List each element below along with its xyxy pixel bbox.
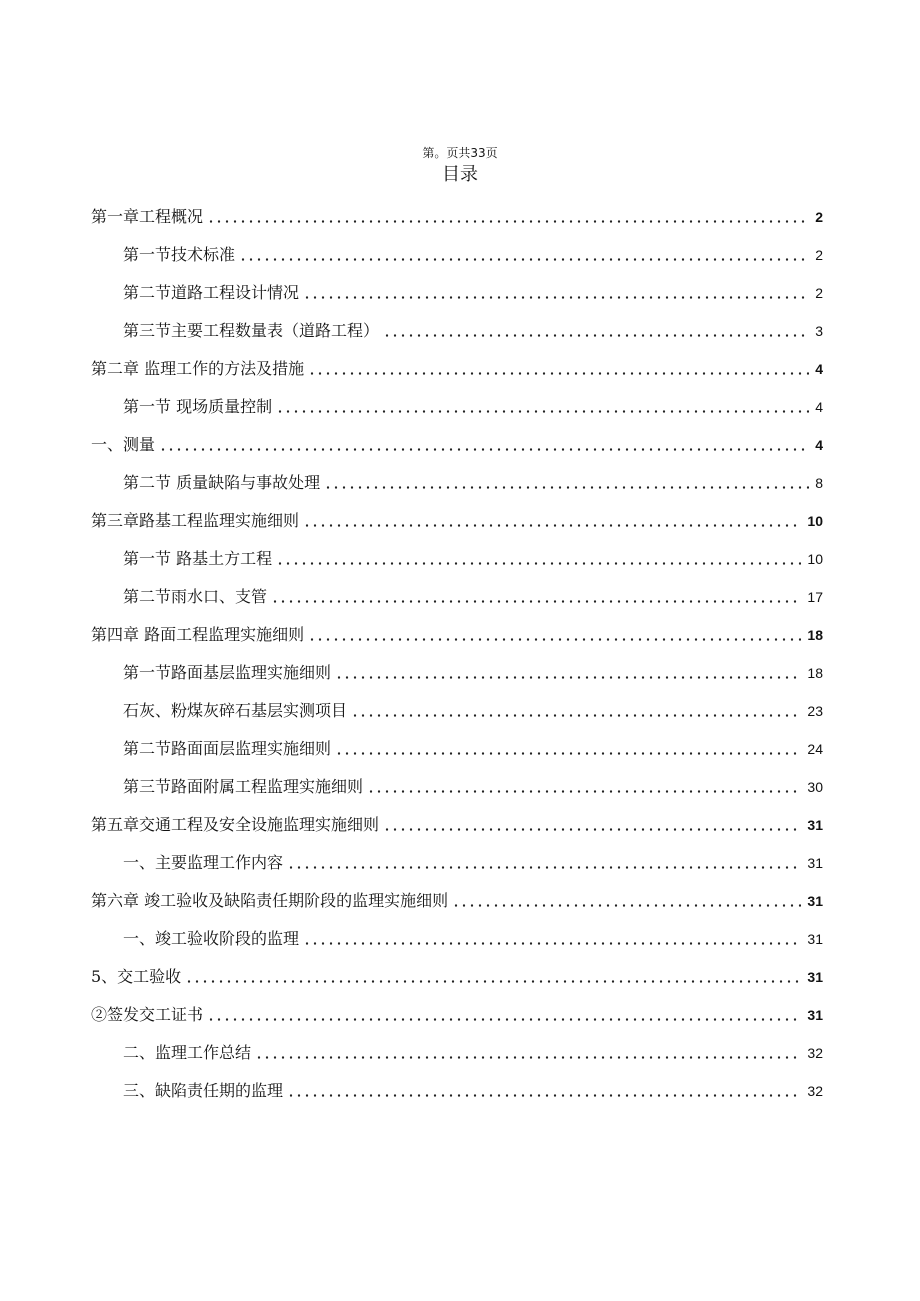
toc-entry-page-number: 17 xyxy=(807,589,823,605)
toc-leader-dots xyxy=(308,638,801,641)
toc-entry[interactable] xyxy=(0,1072,920,1110)
toc-leader-dots xyxy=(287,1094,801,1097)
toc-entry-page-number: 31 xyxy=(807,931,823,947)
toc-leader-dots xyxy=(207,1018,801,1021)
toc-entry-page-number: 3 xyxy=(815,323,823,339)
toc-leader-dots xyxy=(351,714,801,717)
table-of-contents xyxy=(0,198,920,1110)
toc-entry-title: 第二节 质量缺陷与事故处理 xyxy=(123,473,321,492)
toc-entry[interactable] xyxy=(0,768,920,806)
toc-entry[interactable] xyxy=(0,692,920,730)
toc-entry-page-number: 31 xyxy=(807,855,823,871)
toc-entry[interactable] xyxy=(0,502,920,540)
toc-entry-page-number: 32 xyxy=(807,1083,823,1099)
toc-entry-title: 一、竣工验收阶段的监理 xyxy=(123,929,300,948)
toc-entry-page-number: 2 xyxy=(815,285,823,301)
toc-entry[interactable] xyxy=(0,882,920,920)
toc-leader-dots xyxy=(159,448,809,451)
toc-entry-page-number: 18 xyxy=(807,665,823,681)
toc-leader-dots xyxy=(324,486,809,489)
toc-entry[interactable] xyxy=(0,198,920,236)
toc-entry[interactable] xyxy=(0,958,920,996)
toc-entry[interactable] xyxy=(0,844,920,882)
toc-entry[interactable] xyxy=(0,806,920,844)
toc-entry[interactable] xyxy=(0,388,920,426)
toc-entry-page-number: 31 xyxy=(807,817,823,833)
toc-entry[interactable] xyxy=(0,540,920,578)
toc-leader-dots xyxy=(383,334,809,337)
toc-entry-page-number: 31 xyxy=(807,893,823,909)
toc-leader-dots xyxy=(335,676,801,679)
toc-entry-page-number: 32 xyxy=(807,1045,823,1061)
toc-entry-title: 第三节路面附属工程监理实施细则 xyxy=(123,777,364,796)
toc-entry-title: 第五章交通工程及安全设施监理实施细则 xyxy=(91,815,380,834)
toc-entry-page-number: 30 xyxy=(807,779,823,795)
toc-leader-dots xyxy=(303,296,809,299)
toc-entry[interactable] xyxy=(0,1034,920,1072)
toc-entry-page-number: 8 xyxy=(815,475,823,491)
toc-entry-title: 一、主要监理工作内容 xyxy=(123,853,284,872)
toc-entry-page-number: 4 xyxy=(815,437,823,453)
toc-leader-dots xyxy=(239,258,809,261)
toc-leader-dots xyxy=(335,752,801,755)
toc-entry-title: 第一节 路基土方工程 xyxy=(123,549,273,568)
toc-entry-title: ②签发交工证书 xyxy=(91,1005,204,1024)
toc-entry-title: 第一节技术标准 xyxy=(123,245,236,264)
toc-leader-dots xyxy=(452,904,801,907)
toc-entry-title: 三、缺陷责任期的监理 xyxy=(123,1081,284,1100)
toc-entry-title: 第四章 路面工程监理实施细则 xyxy=(91,625,305,644)
toc-leader-dots xyxy=(276,410,809,413)
toc-entry[interactable] xyxy=(0,350,920,388)
toc-entry[interactable] xyxy=(0,464,920,502)
toc-entry-page-number: 10 xyxy=(807,513,823,529)
toc-entry-page-number: 23 xyxy=(807,703,823,719)
toc-leader-dots xyxy=(383,828,801,831)
toc-entry-page-number: 31 xyxy=(807,1007,823,1023)
toc-leader-dots xyxy=(207,220,809,223)
toc-leader-dots xyxy=(303,942,801,945)
toc-entry[interactable] xyxy=(0,312,920,350)
toc-entry-page-number: 10 xyxy=(807,551,823,567)
toc-leader-dots xyxy=(185,980,801,983)
toc-entry-title: 一、测量 xyxy=(91,435,156,454)
toc-entry-title: 第一节路面基层监理实施细则 xyxy=(123,663,332,682)
toc-entry-title: 石灰、粉煤灰碎石基层实测项目 xyxy=(123,701,348,720)
toc-entry-page-number: 24 xyxy=(807,741,823,757)
toc-entry-page-number: 18 xyxy=(807,627,823,643)
toc-entry-title: 第二节路面面层监理实施细则 xyxy=(123,739,332,758)
toc-entry[interactable] xyxy=(0,274,920,312)
toc-entry[interactable] xyxy=(0,996,920,1034)
toc-entry-page-number: 4 xyxy=(815,361,823,377)
toc-entry-title: 第二章 监理工作的方法及措施 xyxy=(91,359,305,378)
toc-entry-title: 5、交工验收 xyxy=(91,967,182,986)
toc-entry-title: 第三节主要工程数量表（道路工程） xyxy=(123,321,380,340)
toc-title: 目录 xyxy=(442,164,478,185)
toc-entry-title: 第一节 现场质量控制 xyxy=(123,397,273,416)
toc-entry[interactable] xyxy=(0,654,920,692)
toc-entry-title: 第六章 竣工验收及缺陷责任期阶段的监理实施细则 xyxy=(91,891,449,910)
toc-entry[interactable] xyxy=(0,730,920,768)
toc-leader-dots xyxy=(308,372,809,375)
toc-entry-title: 第一章工程概况 xyxy=(91,207,204,226)
toc-leader-dots xyxy=(271,600,801,603)
toc-leader-dots xyxy=(303,524,801,527)
toc-entry[interactable] xyxy=(0,578,920,616)
toc-entry-page-number: 31 xyxy=(807,969,823,985)
toc-entry-title: 第三章路基工程监理实施细则 xyxy=(91,511,300,530)
toc-entry-title: 第二节雨水口、支管 xyxy=(123,587,268,606)
toc-entry[interactable] xyxy=(0,236,920,274)
toc-entry[interactable] xyxy=(0,426,920,464)
toc-entry-page-number: 4 xyxy=(815,399,823,415)
toc-leader-dots xyxy=(287,866,801,869)
toc-entry-page-number: 2 xyxy=(815,247,823,263)
toc-entry-page-number: 2 xyxy=(815,209,823,225)
page-indicator: 第。页共33页 xyxy=(422,146,498,160)
toc-entry[interactable] xyxy=(0,920,920,958)
toc-leader-dots xyxy=(367,790,801,793)
toc-leader-dots xyxy=(255,1056,801,1059)
toc-leader-dots xyxy=(276,562,801,565)
toc-entry[interactable] xyxy=(0,616,920,654)
toc-entry-title: 二、监理工作总结 xyxy=(123,1043,252,1062)
toc-entry-title: 第二节道路工程设计情况 xyxy=(123,283,300,302)
